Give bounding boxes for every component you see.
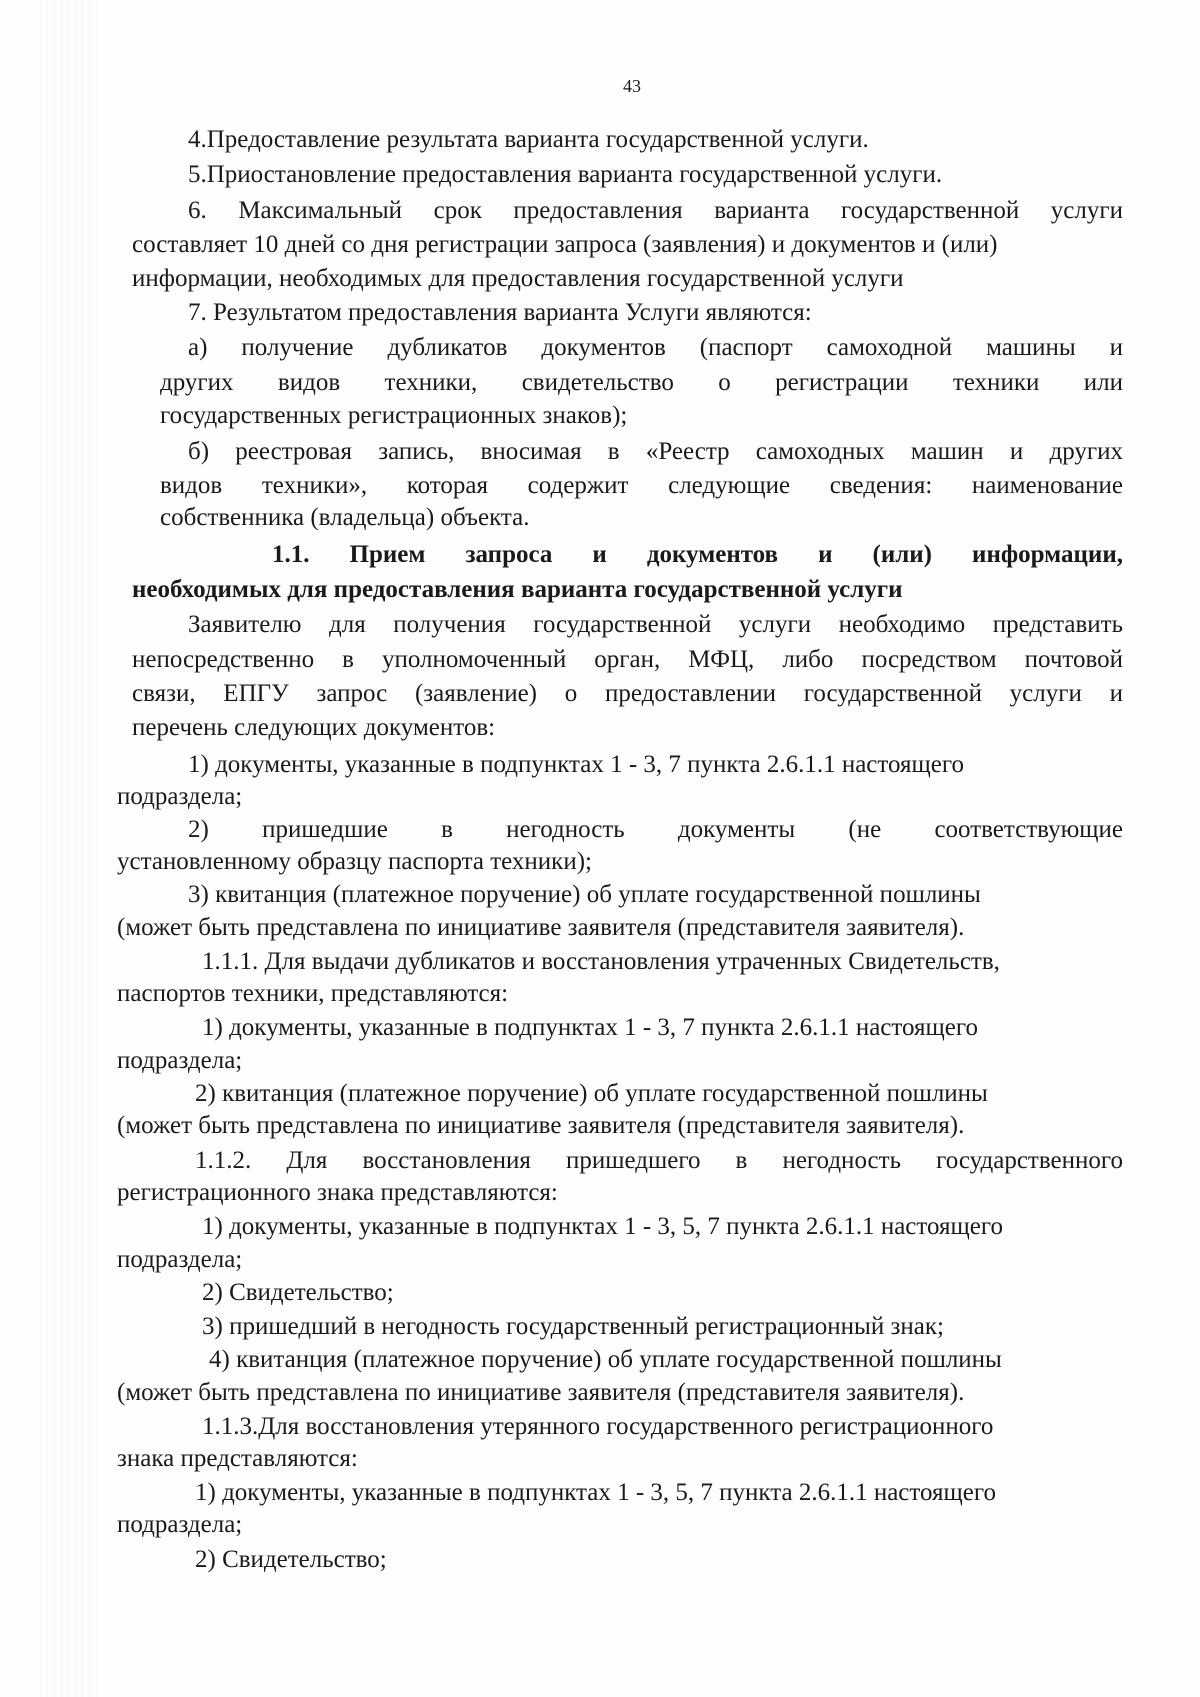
text-line: подраздела; (117, 1047, 243, 1074)
text-line: 2) Свидетельство; (202, 1279, 394, 1306)
text-line: составляет 10 дней со дня регистрации запроса (заявления) и документов и (или) (132, 231, 998, 258)
text-line: собственника (владельца) объекта. (160, 504, 530, 531)
text-line: (может быть представлена по инициативе заявителя (представителя заявителя). (117, 1379, 965, 1406)
text-line: 1) документы, указанные в подпунктах 1 - 3, 5, 7 пункта 2.6.1.1 настоящего (195, 1479, 996, 1506)
text-line: подраздела; (117, 783, 243, 810)
text-line: 3) квитанция (платежное поручение) об уплате государственной пошлины (188, 881, 981, 908)
text-line: знака представляются: (117, 1445, 358, 1472)
text-line: 1) документы, указанные в подпунктах 1 - 3, 7 пункта 2.6.1.1 настоящего (202, 1014, 978, 1041)
scan-edge-artifact (40, 0, 100, 1697)
text-line: установленному образцу паспорта техники); (117, 848, 592, 875)
text-line: 2) Свидетельство; (195, 1546, 387, 1573)
text-line: (может быть представлена по инициативе заявителя (представителя заявителя). (117, 1112, 965, 1139)
page-number: 43 (623, 76, 641, 96)
text-line: 1.1.2. Для восстановления пришедшего в негодность государственного (195, 1147, 1123, 1174)
text-line: 2) пришедшие в негодность документы (не соответствующие (188, 816, 1123, 843)
text-line: перечень следующих документов: (132, 714, 496, 741)
text-line: государственных регистрационных знаков); (160, 402, 628, 429)
text-line: 4.Предоставление результата варианта государственной услуги. (188, 126, 869, 153)
text-line: Заявителю для получения государственной услуги необходимо представить (188, 611, 1123, 638)
text-line: подраздела; (117, 1246, 243, 1273)
text-line: регистрационного знака представляются: (117, 1179, 558, 1206)
text-line: видов техники», которая содержит следующие сведения: наименование (160, 472, 1123, 499)
text-line: информации, необходимых для предоставления государственной услуги (132, 265, 904, 292)
text-line: 5.Приостановление предоставления варианта государственной услуги. (188, 161, 943, 188)
text-line: 6. Максимальный срок предоставления варианта государственной услуги (188, 197, 1123, 224)
text-line: паспортов техники, представляются: (117, 980, 509, 1007)
text-line: 4) квитанция (платежное поручение) об уплате государственной пошлины (209, 1346, 1002, 1373)
text-line: непосредственно в уполномоченный орган, МФЦ, либо посредством почтовой (132, 646, 1123, 673)
text-line: 2) квитанция (платежное поручение) об уплате государственной пошлины (195, 1080, 988, 1107)
text-line: б) реестровая запись, вносимая в «Реестр самоходных машин и других (188, 438, 1123, 465)
text-line: 1) документы, указанные в подпунктах 1 - 3, 7 пункта 2.6.1.1 настоящего (188, 751, 964, 778)
text-line: 1.1.3.Для восстановления утерянного государственного регистрационного (202, 1413, 994, 1440)
section-heading-line: 1.1. Прием запроса и документов и (или) информации, (272, 541, 1123, 568)
text-line: 7. Результатом предоставления варианта Услуги являются: (188, 299, 812, 326)
text-line: (может быть представлена по инициативе заявителя (представителя заявителя). (117, 914, 965, 941)
text-line: связи, ЕПГУ запрос (заявление) о предоставлении государственной услуги и (132, 680, 1123, 707)
text-line: 1.1.1. Для выдачи дубликатов и восстановления утраченных Свидетельств, (202, 948, 1000, 975)
section-heading-line: необходимых для предоставления варианта государственной услуги (132, 576, 903, 603)
text-line: других видов техники, свидетельство о регистрации техники или (160, 369, 1123, 396)
text-line: а) получение дубликатов документов (паспорт самоходной машины и (188, 334, 1123, 361)
text-line: 3) пришедший в негодность государственный регистрационный знак; (202, 1313, 944, 1340)
text-line: подраздела; (117, 1511, 243, 1538)
text-line: 1) документы, указанные в подпунктах 1 - 3, 5, 7 пункта 2.6.1.1 настоящего (202, 1213, 1003, 1240)
